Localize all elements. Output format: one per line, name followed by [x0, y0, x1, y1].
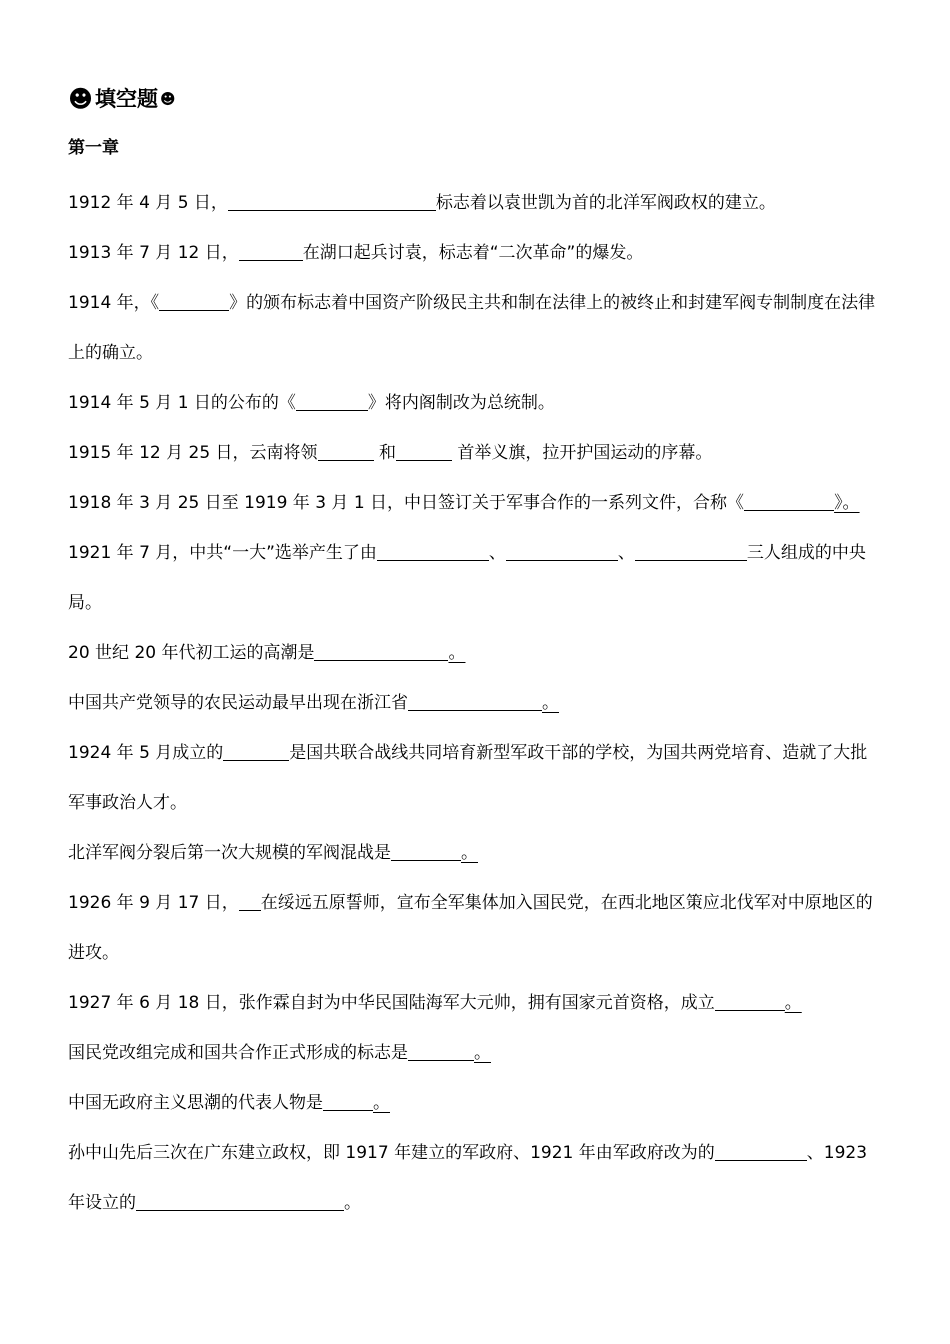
question-text: 。	[373, 1093, 390, 1113]
answer-blank	[391, 842, 461, 861]
question-item	[68, 478, 880, 528]
question-item	[68, 528, 880, 628]
question-item	[68, 628, 880, 678]
answer-blank	[228, 192, 436, 211]
question-text: 。	[448, 643, 466, 663]
question-text: 》。	[834, 493, 860, 513]
answer-blank	[408, 692, 542, 711]
question-text: 在湖口起兵讨袁，标志着“二次革命”的爆发。	[302, 243, 644, 263]
question-text: 和	[373, 443, 396, 463]
question-text: 是国共联合战线共同培育新型军政干部的学校，为国共两党培育、造就了大批军事政治人才。	[68, 743, 868, 813]
question-text: 。	[344, 1193, 361, 1213]
answer-blank	[635, 542, 747, 561]
question-text: 、1923 年设立的	[68, 1143, 868, 1213]
question-text: 、	[617, 543, 635, 563]
question-text: 中国无政府主义思潮的代表人物是	[68, 1093, 323, 1113]
answer-blank	[239, 892, 261, 911]
answer-blank	[408, 1042, 474, 1061]
question-text: 1914 年，《	[68, 293, 160, 313]
question-text: 1924 年 5 月成立的	[68, 743, 224, 763]
question-text: 孙中山先后三次在广东建立政权，即 1917 年建立的军政府、1921 年由军政府改为的	[68, 1143, 715, 1163]
question-item	[68, 978, 880, 1028]
question-text: 。	[542, 693, 559, 713]
question-text: 1918 年 3 月 25 日至 1919 年 3 月 1 日，中日签订关于军事合作的一系列文件，合称《	[68, 493, 745, 513]
answer-blank	[314, 642, 448, 661]
question-text: 1914 年 5 月 1 日的公布的《	[68, 393, 296, 413]
question-text: 。	[784, 993, 802, 1013]
answer-blank	[715, 992, 785, 1011]
question-text: 1915 年 12 月 25 日，云南将领	[68, 443, 318, 463]
question-item	[68, 428, 880, 478]
question-text: 。	[474, 1043, 491, 1063]
question-list	[68, 178, 880, 1228]
question-text: 、	[488, 543, 506, 563]
answer-blank	[296, 392, 368, 411]
question-item	[68, 1128, 880, 1228]
question-text: 中国共产党领导的农民运动最早出现在浙江省	[68, 693, 408, 713]
answer-blank	[377, 542, 489, 561]
answer-blank	[323, 1092, 373, 1111]
section-title	[68, 82, 176, 116]
question-item	[68, 828, 880, 878]
question-item	[68, 178, 880, 228]
question-item	[68, 728, 880, 828]
answer-blank	[715, 1142, 807, 1161]
question-text: 1913 年 7 月 12 日，	[68, 243, 239, 263]
smiley-icon: ☻	[160, 90, 176, 108]
question-text: 》的颁布标志着中国资产阶级民主共和制在法律上的被终止和封建军阀专制制度在法律上的确立。	[68, 293, 876, 363]
question-item	[68, 1078, 880, 1128]
question-text: 国民党改组完成和国共合作正式形成的标志是	[68, 1043, 408, 1063]
question-item	[68, 878, 880, 978]
question-text: 1912 年 4 月 5 日，	[68, 193, 228, 213]
question-text: 标志着以袁世凯为首的北洋军阀政权的建立。	[435, 193, 776, 213]
answer-blank	[506, 542, 618, 561]
section-title-text: 填空题	[95, 87, 159, 111]
question-text: 北洋军阀分裂后第一次大规模的军阀混战是	[68, 843, 391, 863]
answer-blank	[223, 742, 289, 761]
question-item	[68, 228, 880, 278]
answer-blank	[159, 292, 229, 311]
question-item	[68, 678, 880, 728]
answer-blank	[318, 442, 374, 461]
question-item	[68, 278, 880, 378]
answer-blank	[136, 1192, 344, 1211]
answer-blank	[396, 442, 452, 461]
question-text: 首举义旗，拉开护国运动的序幕。	[451, 443, 713, 463]
question-text: 。	[461, 843, 478, 863]
answer-blank	[744, 492, 834, 511]
question-text: 》将内阁制改为总统制。	[367, 393, 555, 413]
question-item	[68, 378, 880, 428]
question-text: 在绥远五原誓师，宣布全军集体加入国民党，在西北地区策应北伐军对中原地区的进攻。	[68, 893, 873, 963]
question-text: 1927 年 6 月 18 日，张作霖自封为中华民国陆海军大元帅，拥有国家元首资格，成立	[68, 993, 715, 1013]
answer-blank	[239, 242, 303, 261]
question-item	[68, 1028, 880, 1078]
smiley-icon: ☻	[68, 85, 94, 113]
question-text: 1921 年 7 月，中共“一大”选举产生了由	[68, 543, 377, 563]
chapter-heading: 第一章	[68, 138, 119, 158]
question-text: 20 世纪 20 年代初工运的高潮是	[68, 643, 315, 663]
question-text: 1926 年 9 月 17 日，	[68, 893, 239, 913]
question-text: 三人组成的中央局。	[68, 543, 866, 613]
